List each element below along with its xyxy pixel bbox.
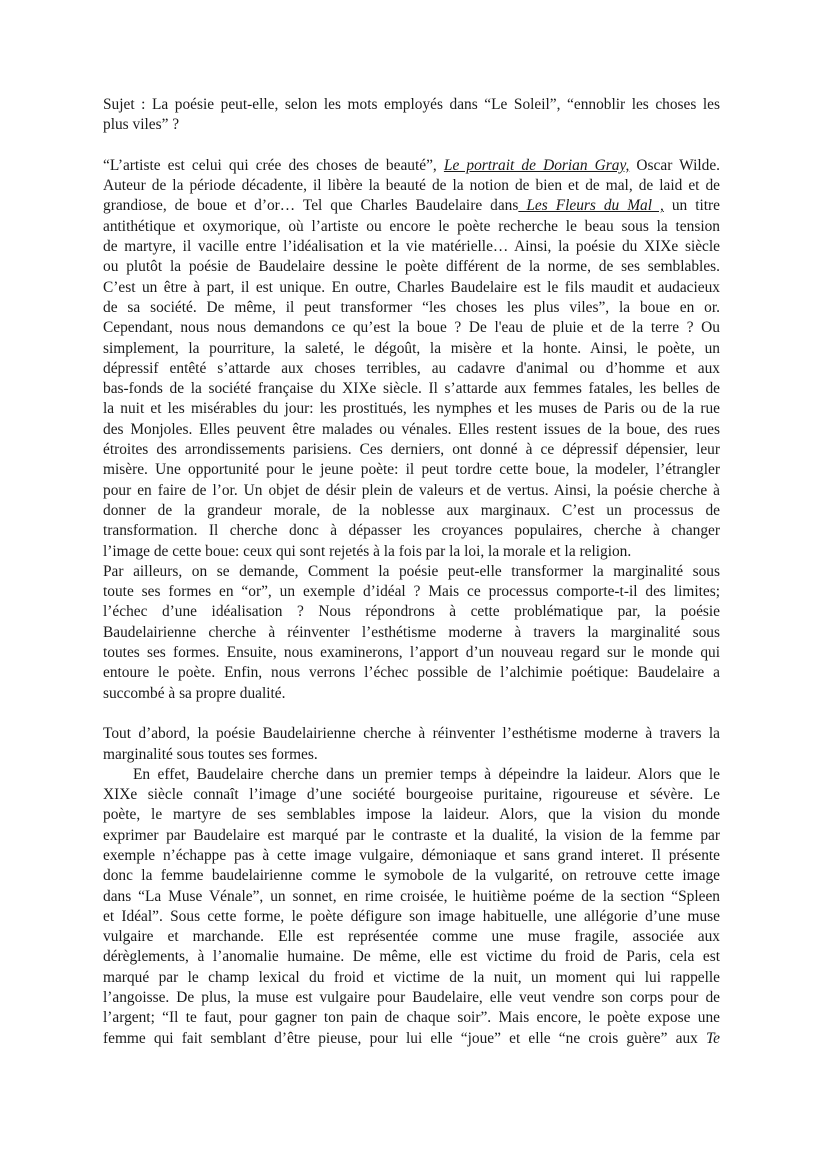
text-run: XIXe siècle connaît l’image d’une société bourgeoise puritaine, rigoureuse et sévère. Le <box>103 786 720 804</box>
text-run: Auteur de la période décadente, il libère la beauté de la notion de bien et de mal, de laid et de <box>103 177 720 195</box>
text-line <box>103 521 720 541</box>
text-line <box>103 156 720 176</box>
text-line <box>103 542 720 562</box>
text-run: “L’artiste est celui qui crée des choses de beauté”, <box>103 156 444 174</box>
text-line <box>103 196 720 216</box>
text-run: l’échec d’une idéalisation ? Nous répondrons à cette problématique par, la poésie <box>103 603 720 621</box>
text-run: transformation. Il cherche donc à dépasser les croyances populaires, cherche à changer <box>103 522 720 540</box>
text-run: marginalité sous toutes ses formes. <box>103 745 318 763</box>
text-run: Par ailleurs, on se demande, Comment la poésie peut-elle transformer la marginalité sous <box>103 562 720 580</box>
text-line <box>103 643 720 663</box>
text-run: succombé à sa propre dualité. <box>103 684 286 702</box>
text-run: dérèglements, à l’anomalie humaine. De même, elle est victime du froid de Paris, cela est <box>103 948 720 966</box>
text-run: donner de la grandeur morale, de la noblesse aux marginaux. C’est un processus de <box>103 501 720 519</box>
text-run: toutes ses formes. Ensuite, nous examinerons, l’apport d’un nouveau regard sur le monde qui <box>103 644 720 662</box>
text-line <box>103 481 720 501</box>
text-line <box>103 866 720 886</box>
text-run: la nuit et les misérables du jour: les prostitués, les nymphes et les muses de Paris ou de la rue <box>103 400 720 418</box>
text-run: dans “La Muse Vénale”, un sonnet, en rime croisée, le huitième poéme de la section “Spleen <box>103 887 720 905</box>
text-run: l’argent; “Il te faut, pour gagner ton pain de chaque soir”. Mais encore, le poète expose une <box>103 1009 720 1027</box>
text-run: antithétique et oxymorique, où l’artiste ou encore le poète recherche le beau sous la tension <box>103 217 720 235</box>
text-line <box>103 237 720 257</box>
text-line <box>103 1029 720 1049</box>
text-run: Tout d’abord, la poésie Baudelairienne cherche à réinventer l’esthétisme moderne à travers la <box>103 725 720 743</box>
text-line <box>103 663 720 683</box>
text-run: étroites des arrondissements parisiens. Ces derniers, ont donné à ce dépressif dépensier, leur <box>103 441 720 459</box>
text-run: de sa société. De même, il peut transformer “les choses les plus viles”, la boue en or. <box>103 298 720 316</box>
text-line <box>103 724 720 744</box>
text-line <box>103 278 720 298</box>
text-run: des Monjoles. Elles peuvent être malades ou vénales. Elles restent issues de la boue, des rues <box>103 420 720 438</box>
paragraph-problematique <box>103 562 720 704</box>
work-title: Le portrait de Dorian Gray, <box>443 156 630 174</box>
text-line <box>103 379 720 399</box>
text-run: donc la femme baudelairienne comme le symobole de la vulgarité, on retrouve cette image <box>103 867 720 885</box>
text-run: entoure le poète. Enfin, nous verrons l’échec possible de l’alchimie poétique: Baudelaire a <box>103 664 720 682</box>
text-run: l’image de cette boue: ceux qui sont rejetés à la fois par la loi, la morale et la religion. <box>103 542 632 560</box>
text-line <box>103 826 720 846</box>
paragraph-spacer <box>103 704 720 724</box>
text-line <box>103 765 720 785</box>
text-line <box>103 460 720 480</box>
text-run: femme qui fait semblant d’être pieuse, pour lui elle “joue” et elle “ne crois guère” aux <box>103 1029 707 1047</box>
italic-text: Te <box>706 1029 720 1047</box>
text-line <box>103 684 720 704</box>
text-run: un titre <box>663 197 720 215</box>
text-line <box>103 176 720 196</box>
text-run: Cependant, nous nous demandons ce qu’est la boue ? De l'eau de pluie et de la terre ? Ou <box>103 319 720 337</box>
document-page <box>103 95 720 1049</box>
text-line <box>103 602 720 622</box>
text-line <box>103 623 720 643</box>
text-run: Baudelairienne cherche à réinventer l’esthétisme moderne à travers la marginalité sous <box>103 623 720 641</box>
text-line <box>103 359 720 379</box>
text-line <box>103 339 720 359</box>
text-run: et Idéal”. Sous cette forme, le poète défigure son image habituelle, une allégorie d’une muse <box>103 907 720 925</box>
text-run: pour en faire de l’or. Un objet de désir plein de valeurs et de vertus. Ainsi, la poésie cherche à <box>103 481 720 499</box>
text-line <box>103 318 720 338</box>
text-line <box>103 927 720 947</box>
text-run: ou plutôt la poésie de Baudelaire dessine le poète différent de la norme, de ses semblables. <box>103 258 720 276</box>
text-line <box>103 562 720 582</box>
text-run: simplement, la pourriture, la saleté, le dégoût, la misère et la honte. Ainsi, le poète, un <box>103 339 720 357</box>
text-run: misère. Une opportunité pour le jeune poète: il peut tordre cette boue, la modeler, l’étrangler <box>103 461 720 479</box>
text-line <box>103 805 720 825</box>
text-run: bas-fonds de la société française du XIXe siècle. Il s’attarde aux femmes fatales, les belles de <box>103 380 720 398</box>
text-line <box>103 298 720 318</box>
text-line <box>103 399 720 419</box>
work-title: Les Fleurs du Mal , <box>518 197 664 215</box>
text-line <box>103 968 720 988</box>
paragraph-spacer <box>103 136 720 156</box>
text-run: En effet, Baudelaire cherche dans un premier temps à dépeindre la laideur. Alors que le <box>133 765 720 783</box>
text-run: de martyre, il vacille entre l’idéalisation et la vie matérielle… Ainsi, la poésie du XIXe siècle <box>103 238 720 256</box>
text-run: toute ses formes en “or”, un exemple d’idéal ? Mais ce processus comporte-t-il des limites; <box>103 583 720 601</box>
text-run: vulgaire et marchande. Elle est représentée comme une muse fragile, associée aux <box>103 928 720 946</box>
text-line <box>103 745 720 765</box>
text-line <box>103 907 720 927</box>
text-line <box>103 846 720 866</box>
text-line <box>103 947 720 967</box>
paragraph-introduction <box>103 156 720 562</box>
text-run: poète, le martyre de ses semblables impose la laideur. Alors, que la vision du monde <box>103 806 720 824</box>
text-run: dépressif entêté s’attarde aux choses terribles, au cadavre d'animal ou d’homme et aux <box>103 359 720 377</box>
text-run: exprimer par Baudelaire est marqué par le contraste et la dualité, la vision de la femme par <box>103 826 720 844</box>
text-line <box>103 785 720 805</box>
text-line <box>103 1008 720 1028</box>
text-line <box>103 887 720 907</box>
text-line <box>103 582 720 602</box>
paragraph-subject <box>103 95 720 136</box>
text-run: C’est un être à part, il est unique. En outre, Charles Baudelaire est le fils maudit et audacieux <box>103 278 720 296</box>
text-line <box>103 95 720 115</box>
text-line <box>103 217 720 237</box>
text-line <box>103 420 720 440</box>
text-run: marqué par le champ lexical du froid et victime de la nuit, un moment qui lui rappelle <box>103 968 720 986</box>
paragraph-part-one-heading <box>103 724 720 765</box>
text-run: exemple n’échappe pas à cette image vulgaire, démoniaque et sans grand interet. Il présente <box>103 846 720 864</box>
text-run: Sujet : La poésie peut-elle, selon les mots employés dans “Le Soleil”, “ennoblir les choses les <box>103 96 720 113</box>
text-line <box>103 257 720 277</box>
text-run: plus viles” ? <box>103 116 180 134</box>
text-line <box>103 988 720 1008</box>
text-line <box>103 115 720 135</box>
text-run: Oscar Wilde. <box>629 156 720 174</box>
text-run: grandiose, de boue et d’or… Tel que Charles Baudelaire dans <box>103 197 519 215</box>
paragraph-part-one-body <box>103 765 720 1049</box>
text-line <box>103 440 720 460</box>
text-run: l’angoisse. De plus, la muse est vulgaire pour Baudelaire, elle veut vendre son corps pour de <box>103 989 720 1007</box>
text-line <box>103 501 720 521</box>
